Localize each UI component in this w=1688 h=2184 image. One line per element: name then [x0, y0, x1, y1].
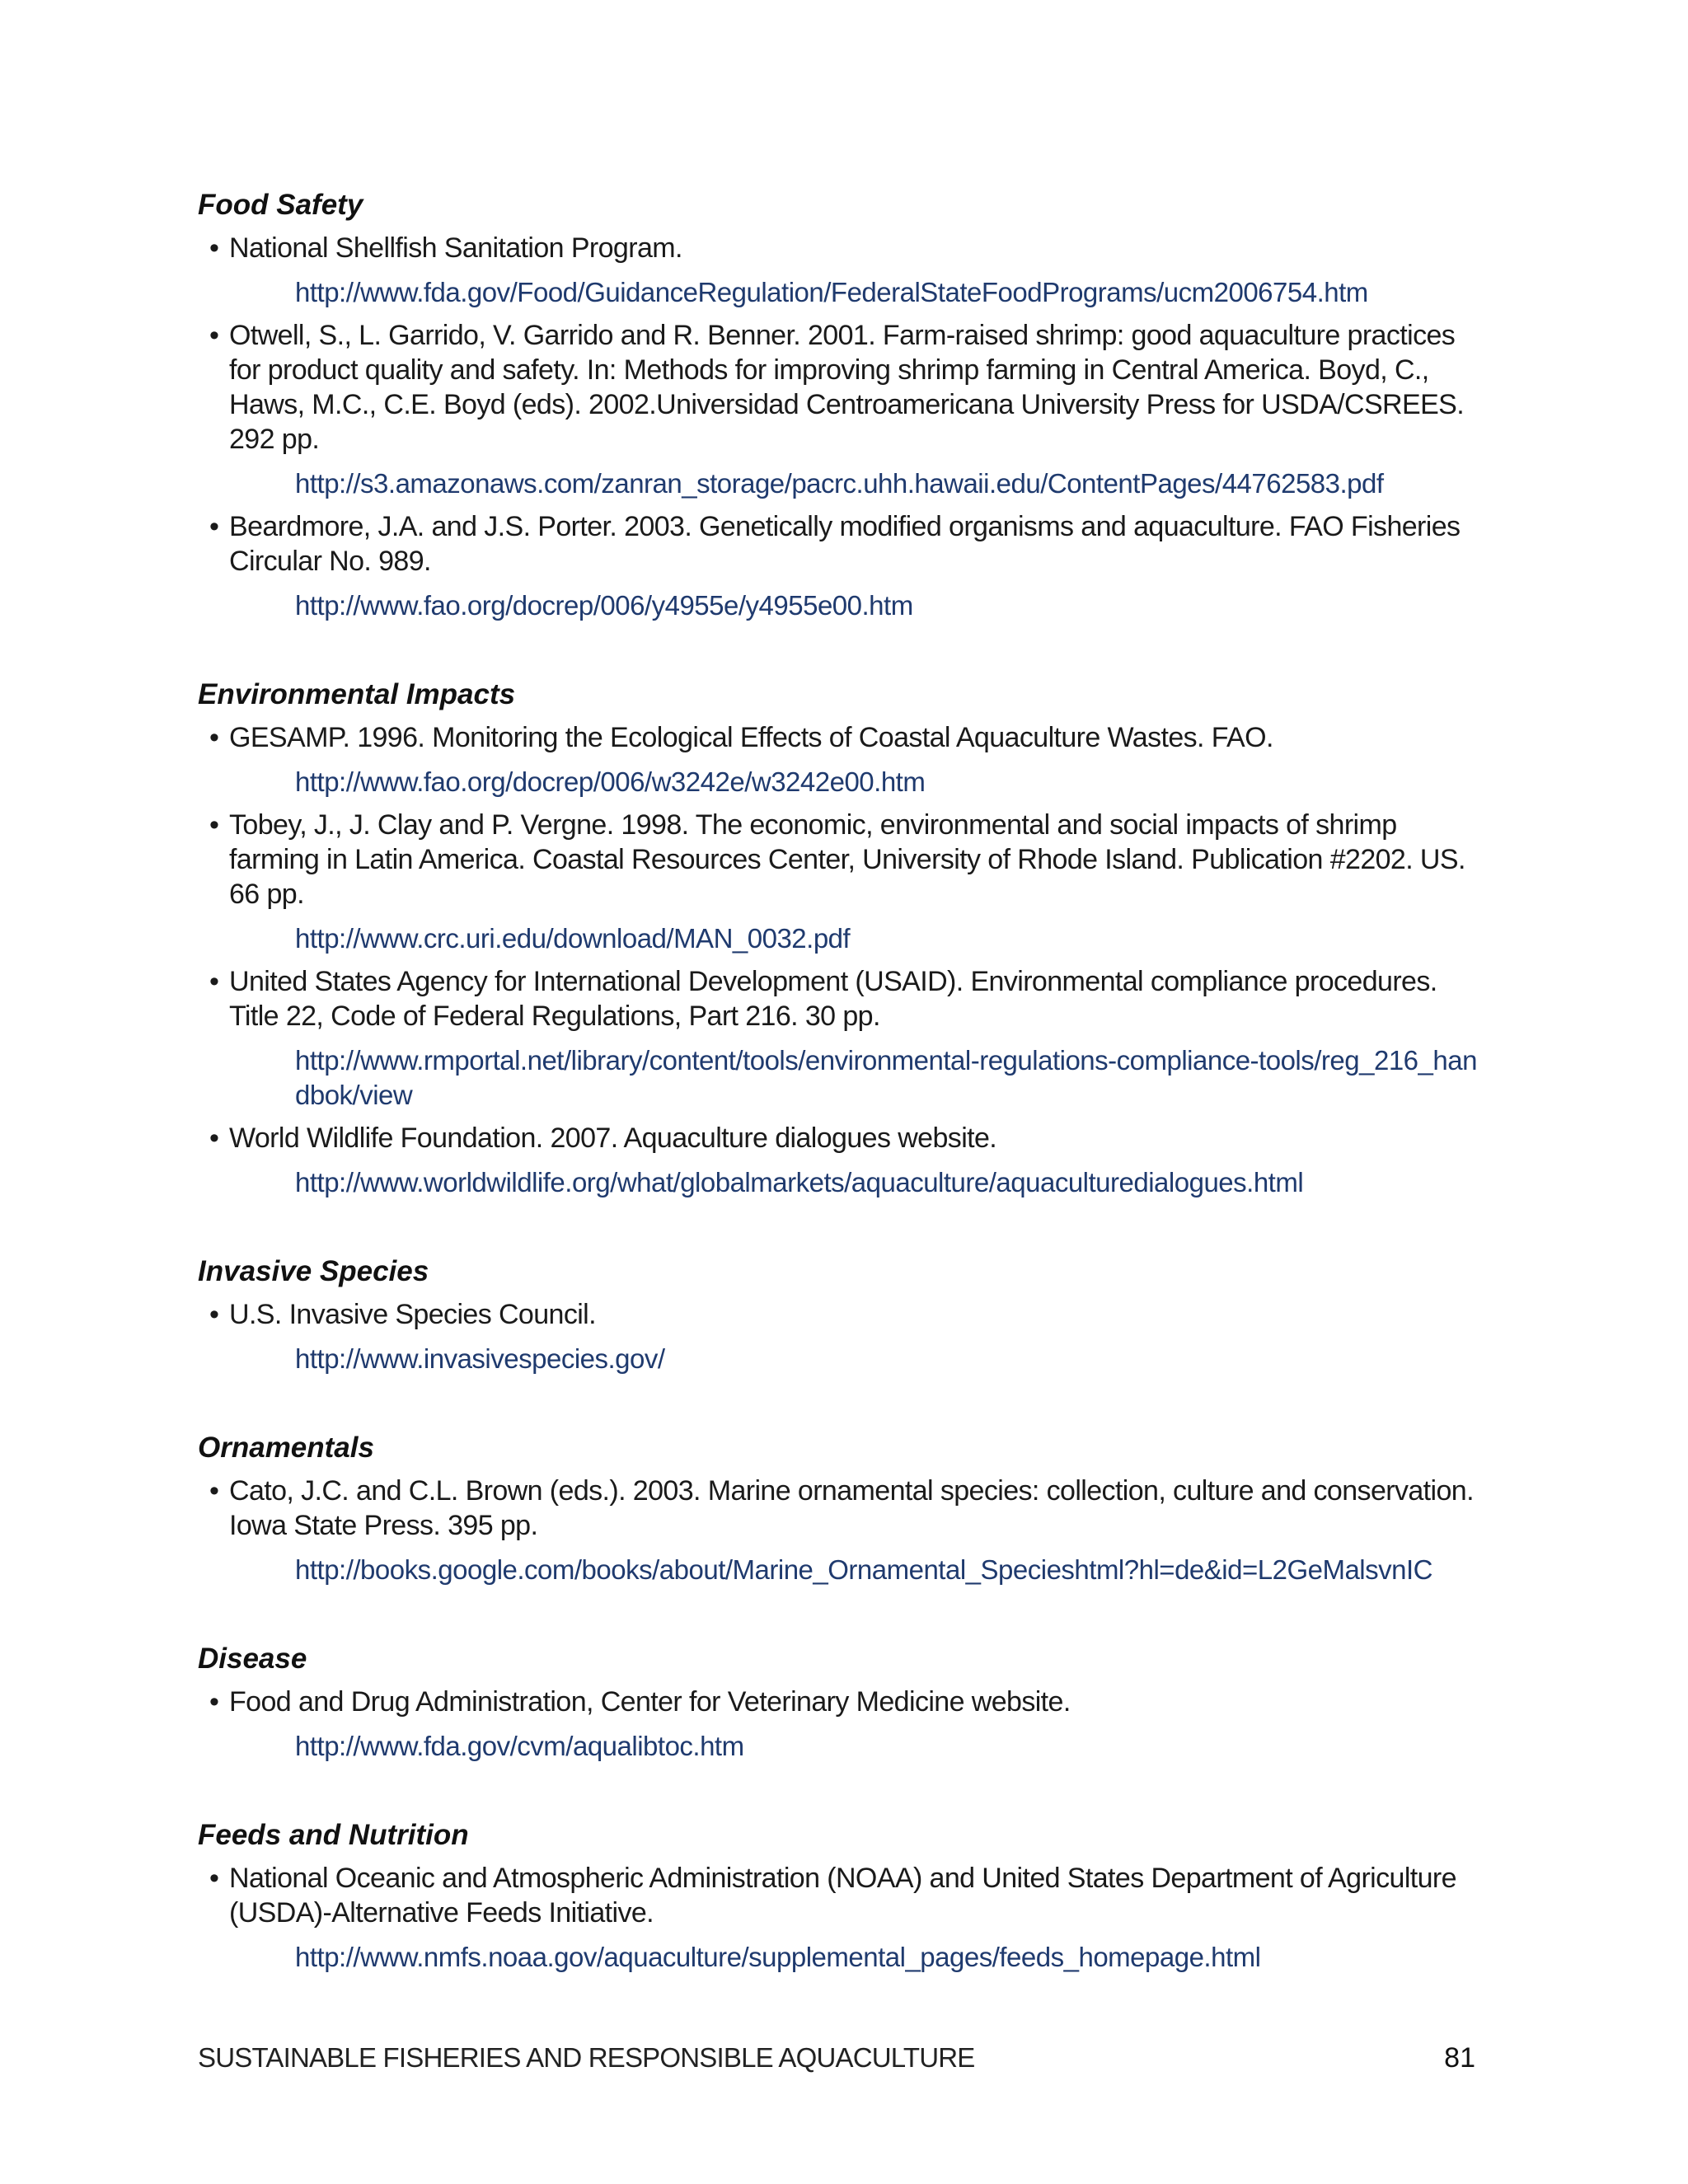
reference-text: U.S. Invasive Species Council. [229, 1299, 596, 1330]
section-invasive-species [198, 1254, 1484, 1376]
section-environmental-impacts [198, 677, 1484, 1200]
reference-link[interactable]: http://www.fda.gov/Food/GuidanceRegulation/FederalStateFoodPrograms/ucm2006754.htm [295, 277, 1368, 307]
bullet-icon: • [209, 1299, 219, 1330]
reference-link[interactable]: http://s3.amazonaws.com/zanran_storage/pacrc.uhh.hawaii.edu/ContentPages/44762583.pdf [295, 468, 1384, 499]
bullet-icon: • [209, 722, 219, 753]
reference-entry [198, 231, 1484, 310]
section-food-safety [198, 188, 1484, 623]
reference-entry [198, 808, 1484, 956]
reference-link[interactable]: http://www.fda.gov/cvm/aqualibtoc.htm [295, 1731, 744, 1761]
bullet-icon: • [209, 966, 219, 997]
reference-entry [198, 964, 1484, 1113]
reference-page [198, 188, 1484, 2029]
reference-link[interactable]: http://www.fao.org/docrep/006/y4955e/y4955e00.htm [295, 590, 913, 621]
section-title: Disease [198, 1643, 307, 1675]
reference-text: Food and Drug Administration, Center for Veterinary Medicine website. [229, 1686, 1071, 1718]
reference-text: Otwell, S., L. Garrido, V. Garrido and R. Benner. 2001. Farm-raised shrimp: good aquaculture practices for product quality and safety. In: Methods for improving shrimp farming in Central America. Boyd, C., Haws, M.C., C.E. Boyd (eds). 2002.Universidad Centroamericana University Press for USDA/CSREES. 292 pp. [229, 320, 1465, 455]
bullet-icon: • [209, 511, 219, 542]
reference-text: Beardmore, J.A. and J.S. Porter. 2003. Genetically modified organisms and aquaculture. FAO Fisheries Circular No. 989. [229, 511, 1461, 577]
reference-text: GESAMP. 1996. Monitoring the Ecological Effects of Coastal Aquaculture Wastes. FAO. [229, 722, 1273, 753]
reference-entry [198, 1121, 1484, 1200]
reference-link[interactable]: http://www.fao.org/docrep/006/w3242e/w3242e00.htm [295, 766, 926, 797]
bullet-icon: • [209, 232, 219, 264]
reference-entry [198, 318, 1484, 501]
reference-link[interactable]: http://www.rmportal.net/library/content/tools/environmental-regulations-compliance-tools/reg_216_handbok/view [295, 1045, 1477, 1110]
reference-text: United States Agency for International Development (USAID). Environmental compliance procedures. Title 22, Code of Federal Regulations, Part 216. 30 pp. [229, 966, 1437, 1032]
reference-text: National Shellfish Sanitation Program. [229, 232, 682, 264]
reference-entry [198, 1861, 1484, 1975]
section-title: Feeds and Nutrition [198, 1819, 469, 1851]
footer-title: SUSTAINABLE FISHERIES AND RESPONSIBLE AQUACULTURE [198, 2042, 975, 2073]
section-ornamentals [198, 1431, 1484, 1587]
reference-text: National Oceanic and Atmospheric Administration (NOAA) and United States Department of Agriculture (USDA)-Alternative Feeds Initiative. [229, 1863, 1456, 1929]
section-title: Invasive Species [198, 1255, 429, 1287]
reference-link[interactable]: http://books.google.com/books/about/Marine_Ornamental_Specieshtml?hl=de&id=L2GeMalsvnIC [295, 1554, 1432, 1585]
reference-entry [198, 1474, 1484, 1587]
reference-entry [198, 1297, 1484, 1376]
reference-link[interactable]: http://www.nmfs.noaa.gov/aquaculture/supplemental_pages/feeds_homepage.html [295, 1942, 1261, 1972]
bullet-icon: • [209, 1863, 219, 1894]
reference-text: Cato, J.C. and C.L. Brown (eds.). 2003. Marine ornamental species: collection, culture and conservation. Iowa State Press. 395 pp. [229, 1475, 1474, 1541]
bullet-icon: • [209, 1475, 219, 1507]
section-disease [198, 1642, 1484, 1764]
bullet-icon: • [209, 320, 219, 351]
reference-link[interactable]: http://www.crc.uri.edu/download/MAN_0032.pdf [295, 923, 851, 954]
bullet-icon: • [209, 809, 219, 841]
page-number: 81 [1444, 2042, 1475, 2074]
bullet-icon: • [209, 1686, 219, 1718]
reference-link[interactable]: http://www.invasivespecies.gov/ [295, 1343, 665, 1374]
reference-text: World Wildlife Foundation. 2007. Aquaculture dialogues website. [229, 1122, 997, 1154]
reference-entry [198, 720, 1484, 799]
section-title: Food Safety [198, 189, 363, 221]
section-feeds-and-nutrition [198, 1818, 1484, 1975]
section-title: Ornamentals [198, 1432, 374, 1464]
reference-link[interactable]: http://www.worldwildlife.org/what/globalmarkets/aquaculture/aquaculturedialogues.html [295, 1167, 1304, 1197]
page-footer [198, 2041, 1484, 2082]
reference-text: Tobey, J., J. Clay and P. Vergne. 1998. The economic, environmental and social impacts of shrimp farming in Latin America. Coastal Resources Center, University of Rhode Island. Publication #2202. US. 66 pp. [229, 809, 1465, 910]
reference-entry [198, 1685, 1484, 1764]
reference-entry [198, 509, 1484, 623]
section-title: Environmental Impacts [198, 678, 516, 710]
bullet-icon: • [209, 1122, 219, 1154]
